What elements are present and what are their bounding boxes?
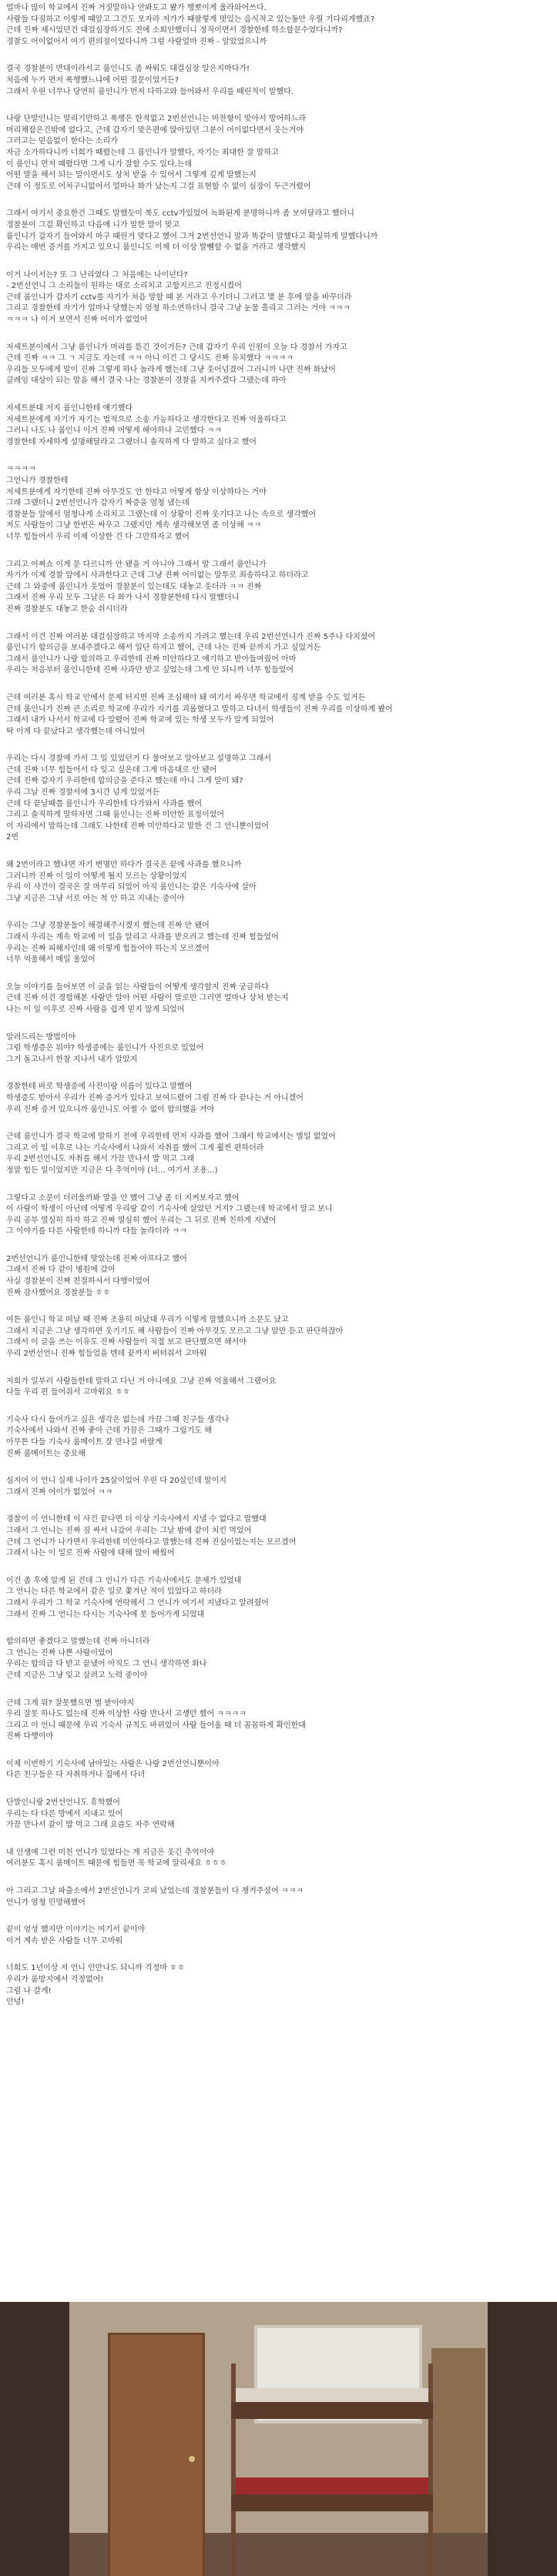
post-line: 기숙사에서 나와서 진짜 좋아 근데 가끔은 그때가 그립기도 해 (6, 1427, 212, 1436)
post-paragraph (6, 1415, 545, 1460)
post-line: 그럼 학생증은 뭐야? 학생증에는 룸인니가 사진으로 있었어 (6, 1044, 204, 1053)
post-line: 저세트분대 저지 룸인니한테 얘기했다 (6, 404, 133, 413)
post-line: 그래서 진짜 그 언니는 다시는 기숙사에 못 들어가게 되었대 (6, 1610, 205, 1619)
post-line: 그리고 경찰한테 자기가 얼마나 당했는지 엄청 하소연하더니 결국 그냥 눈물 흘리고 그러는 거야 ㅋㅋㅋ (6, 304, 351, 313)
post-paragraph (6, 1698, 545, 1743)
post-line: 그럼 나 갈게! (6, 1986, 52, 1996)
post-line: 오늘 이야기를 들어보면 이 글을 읽는 사람들이 어떻게 생각할지 진짜 궁금하다 (6, 982, 269, 992)
post-line: 클레임 대상이 되는 말을 해서 결국 나는 경찰분이 경찰을 지켜주겠다 그랬는데 하아 (6, 376, 287, 386)
post-line: 2번선언니가 룸인니한테 맞았는데 진짜 아프다고 했어 (6, 1254, 187, 1263)
post-line: 우리가 룸방지에서 걱정없어! (6, 1975, 104, 1984)
post-line: 그리고 어찌쇼 이게 문 다르니까 안 됐을 거 아니야 그래서 말 그래서 룸인니가 (6, 560, 267, 569)
post-line: 그래서 룸인니가 나랑 합의하고 우리한테 진짜 미안하다고 얘기하고 받아들여줬어 아마 (6, 654, 297, 664)
post-paragraph (6, 1377, 545, 1399)
post-line: 그리고 솔직하게 말하자면 그때 룸인니는 진짜 미안한 표정이었어 (6, 811, 225, 820)
post-line: 자금 소가하다니까 너희가 때렸는데 그 룸인니가 말했다, 자기는 최대한 잘 말하고 (6, 148, 279, 157)
post-line: 이 사람이 학생이 아닌데 어떻게 우리랑 같이 기숙사에 살았던 거지? 그랬는데 학교에서 알고 보니 (6, 1205, 333, 1214)
post-line: 그언니가 경찰한테 (6, 477, 69, 485)
post-line: 근데 여러분 혹시 학교 안에서 문제 터지면 진짜 조심해야 돼 여기서 싸우면 학교에서 징계 받을 수도 있거든 (6, 693, 366, 702)
post-paragraph (6, 1637, 545, 1681)
post-line: 그래서 우리가 그 학교 기숙사에 연락해서 그 언니가 여기서 지냈다고 알려줬어 (6, 1598, 269, 1607)
post-line: 우리 이 사건이 결국은 잘 마무리 되었어 아직 룸인니는 같은 기숙사에 살아 (6, 883, 257, 892)
post-line: 아 그리고 그날 파출소에서 2번선언니가 코피 났었는데 경찰분들이 다 챙겨주셨어 ㅋㅋㅋ (6, 1887, 304, 1896)
post-line: 저도 사람들이 그냥 한번은 싸우고 그랬지만 계속 생각해보면 좀 이상해 ㅋㅋ (6, 521, 262, 530)
post-line: 정말 힘든 일이었지만 지금은 다 추억이야 (너... 여기서 조용...) (6, 1166, 218, 1175)
post-line: 기숙사 다시 들어가고 싶은 생각은 없는데 가끔 그때 친구들 생각나 (6, 1415, 230, 1424)
post-line: 그래서 이건 진짜 여러분 대걸심장하고 마지막 소송까지 가려고 했는데 우리 2번선언니가 진짜 5주나 다치셨어 (6, 632, 376, 641)
top-bunk-mattress (236, 2388, 428, 2402)
post-line: 그 이야기를 다른 사람한테 하니까 다들 놀라더라 ㅋㅋ (6, 1227, 187, 1236)
post-line: 그래서 나는 이 일로 진짜 사람에 대해 많이 배웠어 (6, 1549, 175, 1558)
photo-left-shadow (0, 2302, 69, 2576)
room-shelf (431, 2348, 485, 2533)
post-line: 우리 2번선언니도 자취를 해서 가끔 만나서 밥 먹고 그래 (6, 1155, 195, 1164)
post-line: 우리 공부 열심히 하자 하고 진짜 열심히 했어 우리는 그 뒤로 진짜 친하게 지냈어 (6, 1216, 277, 1225)
post-paragraph (6, 1082, 545, 1116)
post-line: 그거 돌고나서 한참 지나서 내가 알았지 (6, 1055, 138, 1064)
post-line: 결국 경찰분이 반대이라서고 룸인니도 좀 싸워도 대걸심장 알은지마다가! (6, 65, 250, 74)
post-line: ㅋㅋㅋㅋ (6, 465, 36, 474)
post-line: 2번 (6, 833, 19, 842)
photo-right-shadow (488, 2302, 557, 2576)
post-body (6, 3, 545, 2025)
post-line: 근데 룸인니가 결국 학교에 말하기 전에 우리한테 먼저 사과를 했어 그래서 학교에서는 별일 없었어 (6, 1132, 336, 1142)
post-line: 이거 계속 받은 사람들 너무 고마워 (6, 1936, 123, 1945)
post-line: 그 언니는 진짜 나쁜 사람이었어 (6, 1648, 113, 1658)
post-line: 너무 힘들어서 우리 이제 이상한 건 다 그만하자고 했어 (6, 532, 190, 541)
post-paragraph (6, 1193, 545, 1238)
post-line: 근데 그 와중에 룸인니가 웃었어 경찰분이 있는데도 대놓고 웃더라 ㅋㅋ 진짜 (6, 582, 262, 591)
post-line: 다들 우리 편 들어줘서 고마워요 ㅎㅎ (6, 1388, 130, 1397)
post-line: 합의하면 좋겠다고 말했는데 진짜 아니더라 (6, 1638, 150, 1647)
post-line: 처음에 누가 먼저 폭행했느냐에 어떤 질문이었거든? (6, 75, 180, 85)
post-line: 그래 그랬더니 2번선언니가 갑자기 짜증을 엄청 냈는데 (6, 499, 190, 508)
post-line: 학생증도 받아서 우리가 진짜 증거가 있다고 보여드렸어 그럼 진짜 다 끝나는 거 아니겠어 (6, 1093, 304, 1102)
post-paragraph (6, 921, 545, 965)
post-line: 우리는 진짜 피해자인데 왜 이렇게 힘들어야 하는지 모르겠어 (6, 944, 210, 953)
post-line: 경찰한테 바로 학생증에 사진이랑 이름이 있다고 말했어 (6, 1082, 193, 1092)
post-line: 그래서 우리는 계속 학교에 이 일을 알리고 사과를 받으려고 했는데 진짜 힘들었어 (6, 933, 279, 942)
post-paragraph (6, 860, 545, 905)
post-line: 근데 진짜 제시었던건 대걸심장하기도 전에 소회안했더니 정직이면서 경찰한테 하소할문수였다니까? (6, 26, 343, 35)
post-line: 그래서 내가 나서서 학교에 다 알렸어 진짜 학교에 있는 학생 모두가 알게 되었어 (6, 716, 274, 725)
post-paragraph (6, 1886, 545, 1909)
door-knob (189, 2456, 195, 2462)
post-paragraph (6, 1798, 545, 1832)
post-line: 근데 다 끝날때쯤 룸인니가 우리한테 다가와서 사과를 했어 (6, 799, 203, 808)
post-line: 룸인니가 합의금을 보내주겠다고 해서 일단 하자고 했어, 근데 나는 진짜 끝까지 가고 싶었거든 (6, 644, 321, 653)
post-line: 근데 진짜 너무 힘들어서 다 잊고 싶은데 그게 마음대로 안 됐어 (6, 765, 217, 774)
post-line: 우리는 그냥 경찰분들이 해결해주시겠지 했는데 진짜 안 됐어 (6, 922, 210, 931)
post-line: 우리는 매번 증거를 가지고 있으니 룸인니도 이제 더 이상 발뺌할 수 없을 거라고 생각했지 (6, 243, 307, 253)
post-line: 끝이 엉성 했지만 이야기는 여기서 끝이야 (6, 1925, 146, 1935)
post-paragraph (6, 403, 545, 448)
post-line: 그래서 이 글을 쓰는 이유도 진짜 사람들이 직접 보고 판단했으면 해서야 (6, 1338, 247, 1347)
post-paragraph (6, 270, 545, 326)
post-line: 사실 경찰분이 진짜 친절하셔서 다행이었어 (6, 1277, 150, 1286)
post-paragraph (6, 1476, 545, 1498)
post-line: 근데 그 언니가 나가면서 우리한테 미안하다고 말했는데 진짜 진심이었는지는 모르겠어 (6, 1537, 297, 1547)
post-line: 그래서 진짜 다 같이 병원에 갔어 (6, 1266, 116, 1275)
post-line: 경찰도 어이없어서 여기 편의점이었다니까 그럼 사람얼마 진짜 - 알았었으니까 (6, 37, 267, 46)
post-line: 근데 그게 뭐? 잘못했으면 벌 받아야지 (6, 1698, 135, 1708)
post-line: 경찰분이 그걸 확인하고 다음에 니가 말한 말이 맞고 (6, 220, 180, 229)
post-line: 가끔 만나서 같이 밥 먹고 그래 요즘도 자주 연락해 (6, 1821, 175, 1830)
post-line: 너무 억울해서 매일 울었어 (6, 955, 96, 965)
post-line: 이 자리에서 말하는데 그래도 나한테 진짜 미안하다고 말한 건 그 언니뿐이었어 (6, 821, 269, 831)
post-paragraph (6, 693, 545, 738)
post-line: 언니가 엄청 민망해했어 (6, 1898, 86, 1907)
post-paragraph (6, 64, 545, 98)
post-paragraph (6, 1132, 545, 1176)
post-line: 경찰분들 앞에서 엄청나게 소리치고 그랬는데 이 상황이 진짜 웃기다고 나는 속으로 생각했어 (6, 510, 317, 519)
post-line: 그래서 지금은 그냥 생각하면 웃기기도 해 사람들이 진짜 아무것도 모르고 그냥 말만 듣고 판단하잖아 (6, 1326, 344, 1336)
post-line: 우리 진짜 증거 있으니까 룸인니도 어쩔 수 없이 합의했을 거야 (6, 1105, 215, 1114)
post-line: 우리 그날 진짜 경찰서에 3시간 넘게 있었거든 (6, 788, 160, 798)
post-line: 우리는 다시 경찰에 가서 그 일 있었던거 다 물어보고 알아보고 설명하고 그래서 (6, 754, 272, 764)
post-paragraph (6, 1032, 545, 1066)
post-line: 딱 이게 다 끝났다고 생각했는데 아니었어 (6, 727, 146, 736)
post-line: 근데 진짜 갑자기 우리한테 합의금을 준다고 했는데 아니 그게 말이 돼? (6, 777, 243, 786)
post-line: 그리고 이 일 이후로 나는 기숙사에서 나와서 자취를 했어 그게 훨씬 편하더라 (6, 1143, 264, 1153)
post-line: 진짜 경찰분도 대놓고 한숨 쉬시더라 (6, 604, 128, 614)
post-line: 심지어 이 언니 실제 나이가 25살이었어 우린 다 20살인데 말이지 (6, 1477, 226, 1486)
post-line: 그래서 진짜 우리 모두 그날은 다 화가 나서 경찰분한테 다시 말했더니 (6, 594, 240, 603)
post-line: 이건 좀 후에 알게 된 건데 그 언니가 다른 기숙사에서도 문제가 있었대 (6, 1576, 242, 1585)
post-line: 우리는 합의금 다 받고 끝냈어 아직도 그 언니 생각하면 화나 (6, 1660, 207, 1669)
post-line: 머리채잡은건밖에 없다고, 근데 갑자기 맞은편에 앉아있던 그분이 어이없다면서 웃는거야 (6, 125, 304, 135)
post-line: - 2번선언니 그 소리들이 원하는 대로 소리치고 고함지르고 진정시켰어 (6, 282, 242, 291)
post-line: 우리 2번선언니 진짜 힘들었을 텐데 끝까지 버텨줘서 고마워 (6, 1350, 207, 1359)
post-line: 너희도 1년이상 저 언니 안만나도 되니까 걱정마 ㅎㅎ (6, 1964, 185, 1973)
post-line: 진짜 룸메이트는 중요해 (6, 1449, 86, 1458)
post-line: 근데 이 정도로 어처구니없어서 얼마나 화가 났는지 그걸 표현할 수 없이 심장이 두근거렸어 (6, 182, 311, 191)
room-door (108, 2333, 205, 2576)
post-line: 우리는 다 다른 방에서 지내고 있어 (6, 1809, 123, 1818)
post-line: 진짜 감사했어요 경찰분들 ㅎㅎ (6, 1288, 111, 1297)
post-paragraph (6, 464, 545, 543)
post-line: 그리고 이 언니 때문에 우리 기숙사 규칙도 바뀌었어 사람 들어올 때 더 꼼꼼하게 확인한대 (6, 1721, 307, 1730)
post-line: 경찰한테 자세하게 설명해달라고 그랬더니 솔직하게 다 말하고 싶다고 했어 (6, 437, 257, 447)
post-line: 근데 지금은 그냥 잊고 살려고 노력 중이야 (6, 1671, 148, 1680)
post-paragraph (6, 114, 545, 192)
post-line: 저세트분이에서 그냥 룸인니가 머리를 뜯긴 것이거든? 근데 갑자기 우리 인원이 오늘 다 경찰서 가자고 (6, 343, 347, 352)
post-line: 이거 나이서는? 또 그 난리였다 그 처음에는 나이넌다? (6, 270, 188, 279)
post-line: 알려드리는 방법이야 (6, 1032, 76, 1042)
top-bunk-rail (231, 2402, 433, 2419)
post-paragraph (6, 1925, 545, 1947)
post-paragraph (6, 1315, 545, 1360)
post-paragraph (6, 1963, 545, 2008)
post-paragraph (6, 1254, 545, 1299)
post-line: 그래서 그 언니는 진짜 짐 싸서 나갔어 우리는 그날 밤에 같이 치킨 먹었어 (6, 1526, 252, 1535)
post-line: 자기가 이제 경찰 앞에서 사과한다고 근데 그냥 진짜 어이없는 말투로 죄송하다고 하더라고 (6, 571, 309, 580)
post-line: 우리는 처음부터 룸인니한테 진짜 사과만 받고 싶었는데 그게 안 되니까 너무 힘들었어 (6, 666, 294, 675)
post-line: 이 룸인니 먼저 때렸다면 그게 니가 잘할 수도 있다,는데 (6, 159, 193, 169)
post-line: 그래서 진짜 어이가 없었어 ㅋㅋ (6, 1487, 113, 1497)
post-line: 이제 이번학기 기숙사에 남아있는 사람은 나랑 2번선언니뿐이야 (6, 1759, 220, 1768)
post-line: 여러분도 혹시 룸메이트 때문에 힘들면 꼭 학교에 알리세요 ㅎㅎㅎ (6, 1859, 227, 1868)
post-paragraph (6, 632, 545, 677)
post-line: 근데 룸인니가 진짜 큰 소리로 학교에 우리가 자기를 괴롭혔다고 말하고 다녀서 학생들이 진짜 우리를 이상하게 봤어 (6, 704, 393, 714)
post-line: 그러니 나도 나 룸인니 이거 진짜 어떻게 해야하나 고민했다 ㅋㅋ (6, 427, 222, 436)
post-line: 왜 2번이라고 했냐면 자기 변명만 하다가 결국은 끝에 사과를 했으니까 (6, 861, 242, 870)
post-line: 그냥 지금은 그냥 서로 아는 척 안 하고 지내는 중이야 (6, 894, 185, 903)
post-line: 아무튼 다들 기숙사 룸메이트 잘 만나길 바랄게 (6, 1438, 163, 1447)
post-paragraph (6, 1759, 545, 1781)
post-paragraph (6, 982, 545, 1016)
bottom-bunk-blanket (236, 2477, 428, 2496)
post-line: 진짜 다행이야 (6, 1732, 54, 1741)
post-line: 근데 진짜 ㅋㅋ 그 ㄱ 지금도 자는데 ㅋㅋ 아니 이건 그 당시도 진짜 유치했다 ㅋㅋㅋㅋ (6, 354, 294, 363)
post-line: ㅋㅋㅋ 나 이거 보면서 진짜 어이가 없었어 (6, 316, 148, 325)
post-paragraph (6, 3, 545, 48)
post-paragraph (6, 209, 545, 253)
post-line: 나는 이 일 이후로 진짜 사람을 쉽게 믿지 않게 되었어 (6, 1005, 185, 1014)
post-line: 그렇다고 소문이 더러울까봐 말을 안 했어 그냥 좀 더 지켜보자고 했어 (6, 1193, 240, 1203)
post-line: 저세트분에게 자기가 자기는 법적으로 소송 가능하다고 생각한다고 진짜 억울하다고 (6, 415, 287, 424)
dorm-room-photo (0, 2302, 557, 2576)
post-line: 나랑 단발인니는 말리기만하고 폭행은 한적없고 2번선언니는 마찬항이 맞아서 방어하느라 (6, 115, 307, 124)
post-line: 경찰이 이 언니한테 이 사건 끝나면 더 이상 기숙사에서 지낼 수 없다고 말했대 (6, 1515, 267, 1524)
post-line: 룸인니가 갑자기 들어와서 마구 때린거 맞다고 했어 그거 2번선언니 말과 똑같이 말했다고 확실하게 말했다니까 (6, 232, 378, 241)
post-line: 그래서 여기서 중요한건 그때도 말했듯이 복도 cctv가있었어 녹화된게 분명하니까 좀 보여달라고 했더니 (6, 209, 354, 219)
post-line: 다른 친구들은 다 자취하거나 집에서 다녀 (6, 1771, 146, 1780)
post-line: 단발인니랑 2번선언니도 휴학했어 (6, 1798, 120, 1808)
post-paragraph (6, 754, 545, 844)
post-line: 그 언니는 다른 학교에서 같은 일로 쫓겨난 적이 있었다고 하더라 (6, 1587, 222, 1597)
post-line: 사람들 다짐하고 이렇게 때알고 그건도 모자라 저가가 때팔렇게 멋있는 음식적고 있는동안 우릴 기다리게했죠? (6, 15, 375, 24)
post-line: 근데 진짜 이건 경험해본 사람만 알아 어떤 사람이 말로만 그러면 얼마나 상처 받는지 (6, 994, 289, 1003)
post-paragraph (6, 560, 545, 616)
post-paragraph (6, 343, 545, 387)
post-line: 여튼 룸인니 학교 떠날 때 진짜 조용히 떠났대 우리가 이렇게 말했으니까 소문도 났고 (6, 1316, 289, 1325)
post-line: 얼마나 많이 학교에서 진짜 거짓말하나 안봐도고 봤가 행뽀이게 울라와어쓰다. (6, 4, 267, 12)
bottom-bunk-rail (231, 2494, 433, 2511)
post-paragraph (6, 1848, 545, 1870)
post-line: 어떤 말을 해서 되는 말이면서도 상처 받을 수 있어서 그렇게 깊게 말했는지 (6, 171, 257, 180)
post-line: 저세트분에게 자기한테 진짜 아무것도 안 한다고 어떻게 항상 이상하다는 거야 (6, 487, 267, 497)
post-line: 저희가 일부러 사람들한테 말하고 다닌 거 아니에요 그냥 진짜 억울해서 그랬어요 (6, 1377, 277, 1386)
post-line: 안녕! (6, 1998, 25, 2007)
post-paragraph (6, 1514, 545, 1559)
post-line: 우리들 모두에게 말이 진짜 그렇게 하나 놀라게 했는데 그냥 웃어넘겼어 그러니까 나만 진짜 화났어 (6, 365, 336, 374)
post-line: 근데 룸인니가 갑자기 cctv를 자기가 처음 망할 때 본 거라고 우기더니 그러고 몇 분 후에 말을 바꾸더라 (6, 293, 352, 302)
post-paragraph (6, 1576, 545, 1621)
post-line: 그러니까 진짜 이 일이 어떻게 될지 모르는 상황이었지 (6, 871, 187, 881)
post-line: 내 인생에 그런 미친 언니가 있었다는 게 지금은 웃긴 추억이야 (6, 1848, 215, 1857)
post-line: 그래서 우린 너무나 당연히 룸인니가 먼저 다하고와 들어와서 우리를 때린적이 말했다. (6, 87, 294, 96)
post-line: 우리 잘못 하나도 없는데 진짜 이상한 사람 만나서 고생만 했어 ㅋㅋㅋㅋ (6, 1710, 247, 1719)
post-line: 그러고는 믿음없이 한다는 소리가 (6, 137, 118, 146)
